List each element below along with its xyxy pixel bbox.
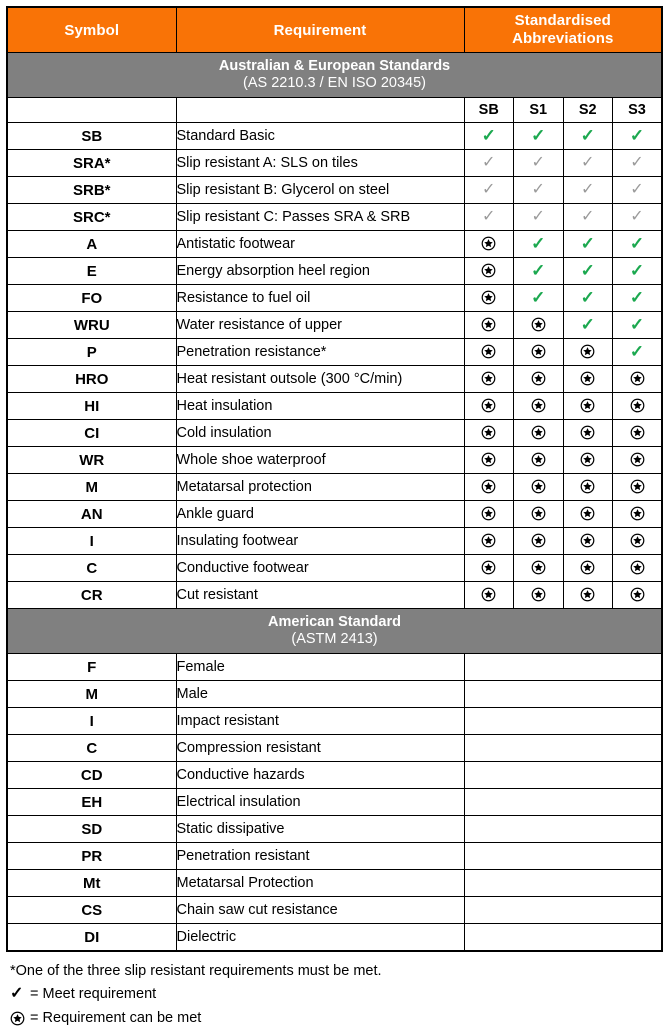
mark-cell-sb bbox=[464, 231, 514, 258]
mark-cell-sb bbox=[464, 258, 514, 285]
row-requirement: Metatarsal Protection bbox=[176, 870, 464, 897]
row-requirement: Insulating footwear bbox=[176, 528, 464, 555]
mark-cell-s3 bbox=[613, 258, 663, 285]
table-row bbox=[7, 366, 662, 393]
check-green-icon: ✓ bbox=[580, 314, 595, 334]
table-row bbox=[7, 231, 662, 258]
mark-cell-empty bbox=[464, 681, 662, 708]
star-circle-icon bbox=[481, 370, 496, 387]
star-circle-icon bbox=[481, 316, 496, 333]
section-banner-2: American Standard (ASTM 2413) bbox=[7, 609, 662, 654]
check-grey-icon: ✓ bbox=[581, 154, 595, 171]
row-requirement: Ankle guard bbox=[176, 501, 464, 528]
star-circle-icon bbox=[531, 343, 546, 360]
table-row bbox=[7, 474, 662, 501]
table-row bbox=[7, 312, 662, 339]
mark-cell-s1 bbox=[514, 177, 564, 204]
mark-cell-s3 bbox=[613, 582, 663, 609]
check-green-icon: ✓ bbox=[580, 233, 595, 253]
star-circle-icon bbox=[630, 370, 645, 387]
check-green-icon: ✓ bbox=[580, 260, 595, 280]
star-circle-icon bbox=[531, 316, 546, 333]
mark-cell-empty bbox=[464, 735, 662, 762]
row-requirement: Penetration resistance* bbox=[176, 339, 464, 366]
mark-cell-s2 bbox=[563, 582, 613, 609]
row-symbol: C bbox=[7, 555, 176, 582]
check-green-icon: ✓ bbox=[629, 260, 645, 280]
mark-cell-sb bbox=[464, 582, 514, 609]
mark-cell-s1 bbox=[514, 447, 564, 474]
star-circle-icon bbox=[531, 505, 546, 522]
table-row bbox=[7, 258, 662, 285]
star-circle-icon bbox=[531, 559, 546, 576]
row-symbol: WR bbox=[7, 447, 176, 474]
table-row bbox=[7, 708, 662, 735]
table-row bbox=[7, 555, 662, 582]
check-grey-icon: ✓ bbox=[581, 208, 595, 225]
star-circle-icon bbox=[630, 559, 645, 576]
mark-cell-s3 bbox=[613, 447, 663, 474]
table-row bbox=[7, 339, 662, 366]
row-symbol: HRO bbox=[7, 366, 176, 393]
mark-cell-s3 bbox=[613, 150, 663, 177]
mark-cell-s2 bbox=[563, 150, 613, 177]
mark-cell-s1 bbox=[514, 528, 564, 555]
mark-cell-empty bbox=[464, 870, 662, 897]
row-symbol: CR bbox=[7, 582, 176, 609]
row-requirement: Female bbox=[176, 654, 464, 681]
row-symbol: WRU bbox=[7, 312, 176, 339]
row-requirement: Antistatic footwear bbox=[176, 231, 464, 258]
star-circle-icon bbox=[481, 235, 496, 252]
star-circle-icon bbox=[580, 478, 595, 495]
mark-cell-sb bbox=[464, 285, 514, 312]
check-green-icon: ✓ bbox=[629, 314, 645, 334]
mark-cell-s1 bbox=[514, 474, 564, 501]
mark-cell-s2 bbox=[563, 474, 613, 501]
mark-cell-s1 bbox=[514, 582, 564, 609]
star-circle-icon bbox=[481, 397, 496, 414]
row-symbol: AN bbox=[7, 501, 176, 528]
mark-cell-s2 bbox=[563, 420, 613, 447]
mark-cell-s2 bbox=[563, 393, 613, 420]
legend-meet-requirement bbox=[10, 983, 661, 1006]
star-circle-icon bbox=[531, 478, 546, 495]
star-circle-icon bbox=[531, 451, 546, 468]
mark-cell-s1 bbox=[514, 555, 564, 582]
row-requirement: Dielectric bbox=[176, 924, 464, 952]
header-standardised-abbreviations: Standardised Abbreviations bbox=[464, 7, 662, 53]
section-banner-row bbox=[7, 609, 662, 654]
mark-cell-s3 bbox=[613, 123, 663, 150]
row-requirement: Static dissipative bbox=[176, 816, 464, 843]
star-circle-icon bbox=[481, 586, 496, 603]
mark-cell-sb bbox=[464, 339, 514, 366]
mark-cell-empty bbox=[464, 816, 662, 843]
mark-cell-s2 bbox=[563, 123, 613, 150]
row-symbol: F bbox=[7, 654, 176, 681]
row-symbol: SD bbox=[7, 816, 176, 843]
row-requirement: Conductive footwear bbox=[176, 555, 464, 582]
star-circle-icon bbox=[481, 532, 496, 549]
mark-cell-s2 bbox=[563, 312, 613, 339]
mark-cell-s1 bbox=[514, 258, 564, 285]
star-circle-icon bbox=[481, 478, 496, 495]
table-row bbox=[7, 393, 662, 420]
mark-cell-empty bbox=[464, 843, 662, 870]
legend-can-be-met-label: = Requirement can be met bbox=[30, 1009, 202, 1026]
mark-cell-s3 bbox=[613, 474, 663, 501]
table-row bbox=[7, 582, 662, 609]
mark-cell-s1 bbox=[514, 204, 564, 231]
row-requirement: Electrical insulation bbox=[176, 789, 464, 816]
star-circle-icon bbox=[531, 424, 546, 441]
mark-cell-s1 bbox=[514, 420, 564, 447]
check-grey-icon: ✓ bbox=[482, 181, 496, 198]
row-symbol: I bbox=[7, 528, 176, 555]
header-requirement: Requirement bbox=[176, 7, 464, 53]
check-green-icon: ✓ bbox=[629, 125, 645, 145]
check-green-icon: ✓ bbox=[531, 287, 546, 307]
row-requirement: Water resistance of upper bbox=[176, 312, 464, 339]
row-symbol: M bbox=[7, 681, 176, 708]
row-requirement: Heat insulation bbox=[176, 393, 464, 420]
check-green-icon: ✓ bbox=[531, 125, 546, 145]
abbreviation-column-s2: S2 bbox=[563, 98, 613, 123]
mark-cell-s3 bbox=[613, 366, 663, 393]
check-grey-icon: ✓ bbox=[630, 154, 644, 171]
row-symbol: C bbox=[7, 735, 176, 762]
row-requirement: Metatarsal protection bbox=[176, 474, 464, 501]
row-requirement: Heat resistant outsole (300 °C/min) bbox=[176, 366, 464, 393]
row-symbol: SRA* bbox=[7, 150, 176, 177]
section-banner-1: Australian & European Standards (AS 2210.3 / EN ISO 20345) bbox=[7, 53, 662, 98]
check-green-icon: ✓ bbox=[580, 125, 595, 145]
mark-cell-s3 bbox=[613, 177, 663, 204]
mark-cell-s1 bbox=[514, 285, 564, 312]
check-green-icon: ✓ bbox=[629, 233, 645, 253]
mark-cell-s2 bbox=[563, 555, 613, 582]
row-requirement: Chain saw cut resistance bbox=[176, 897, 464, 924]
star-circle-icon bbox=[630, 586, 645, 603]
star-circle-icon bbox=[580, 532, 595, 549]
row-symbol: CS bbox=[7, 897, 176, 924]
mark-cell-sb bbox=[464, 501, 514, 528]
check-green-icon: ✓ bbox=[531, 260, 546, 280]
star-circle-icon bbox=[580, 559, 595, 576]
star-circle-icon bbox=[630, 505, 645, 522]
star-circle-icon bbox=[580, 586, 595, 603]
mark-cell-s3 bbox=[613, 528, 663, 555]
abbreviation-column-sb: SB bbox=[464, 98, 514, 123]
row-symbol: SRC* bbox=[7, 204, 176, 231]
mark-cell-empty bbox=[464, 789, 662, 816]
table-row bbox=[7, 204, 662, 231]
mark-cell-s1 bbox=[514, 123, 564, 150]
check-grey-icon: ✓ bbox=[630, 208, 644, 225]
mark-cell-empty bbox=[464, 762, 662, 789]
row-requirement: Cut resistant bbox=[176, 582, 464, 609]
check-grey-icon: ✓ bbox=[482, 154, 496, 171]
row-symbol: M bbox=[7, 474, 176, 501]
table-row bbox=[7, 843, 662, 870]
mark-cell-sb bbox=[464, 528, 514, 555]
spacer-cell-requirement bbox=[176, 98, 464, 123]
row-symbol: CI bbox=[7, 420, 176, 447]
row-requirement: Impact resistant bbox=[176, 708, 464, 735]
check-grey-icon: ✓ bbox=[531, 181, 545, 198]
row-symbol: SB bbox=[7, 123, 176, 150]
mark-cell-s1 bbox=[514, 366, 564, 393]
legend-can-be-met bbox=[10, 1007, 661, 1030]
star-circle-icon bbox=[630, 478, 645, 495]
row-symbol: E bbox=[7, 258, 176, 285]
table-row bbox=[7, 420, 662, 447]
row-requirement: Resistance to fuel oil bbox=[176, 285, 464, 312]
mark-cell-empty bbox=[464, 924, 662, 952]
star-circle-icon bbox=[580, 451, 595, 468]
table-row bbox=[7, 501, 662, 528]
mark-cell-sb bbox=[464, 312, 514, 339]
mark-cell-s3 bbox=[613, 231, 663, 258]
row-symbol: I bbox=[7, 708, 176, 735]
check-green-icon: ✓ bbox=[580, 287, 595, 307]
row-symbol: CD bbox=[7, 762, 176, 789]
mark-cell-s3 bbox=[613, 204, 663, 231]
row-requirement: Conductive hazards bbox=[176, 762, 464, 789]
table-row bbox=[7, 177, 662, 204]
section-banner-row bbox=[7, 53, 662, 98]
mark-cell-s2 bbox=[563, 528, 613, 555]
mark-cell-s1 bbox=[514, 339, 564, 366]
header-symbol: Symbol bbox=[7, 7, 176, 53]
check-grey-icon: ✓ bbox=[630, 181, 644, 198]
table-row bbox=[7, 870, 662, 897]
mark-cell-s2 bbox=[563, 258, 613, 285]
table-row bbox=[7, 654, 662, 681]
table-row bbox=[7, 816, 662, 843]
star-circle-icon bbox=[481, 262, 496, 279]
star-circle-icon bbox=[630, 532, 645, 549]
row-symbol: P bbox=[7, 339, 176, 366]
row-requirement: Slip resistant B: Glycerol on steel bbox=[176, 177, 464, 204]
table-row bbox=[7, 150, 662, 177]
row-symbol: Mt bbox=[7, 870, 176, 897]
check-green-icon: ✓ bbox=[481, 125, 496, 145]
row-requirement: Standard Basic bbox=[176, 123, 464, 150]
table-row bbox=[7, 789, 662, 816]
mark-cell-s3 bbox=[613, 393, 663, 420]
check-grey-icon: ✓ bbox=[531, 154, 545, 171]
row-symbol: FO bbox=[7, 285, 176, 312]
star-circle-icon bbox=[531, 586, 546, 603]
table-row bbox=[7, 681, 662, 708]
row-symbol: HI bbox=[7, 393, 176, 420]
star-circle-icon bbox=[630, 397, 645, 414]
check-grey-icon: ✓ bbox=[581, 181, 595, 198]
star-circle-icon bbox=[630, 451, 645, 468]
row-requirement: Compression resistant bbox=[176, 735, 464, 762]
mark-cell-empty bbox=[464, 708, 662, 735]
star-circle-icon bbox=[630, 424, 645, 441]
mark-cell-s1 bbox=[514, 231, 564, 258]
row-symbol: SRB* bbox=[7, 177, 176, 204]
row-requirement: Energy absorption heel region bbox=[176, 258, 464, 285]
star-circle-icon bbox=[481, 424, 496, 441]
star-circle-icon bbox=[481, 451, 496, 468]
mark-cell-sb bbox=[464, 447, 514, 474]
mark-cell-sb bbox=[464, 123, 514, 150]
check-grey-icon: ✓ bbox=[482, 208, 496, 225]
mark-cell-s2 bbox=[563, 231, 613, 258]
mark-cell-s3 bbox=[613, 285, 663, 312]
mark-cell-empty bbox=[464, 654, 662, 681]
star-circle-icon bbox=[10, 1007, 26, 1030]
star-circle-icon bbox=[531, 397, 546, 414]
abbreviation-column-s1: S1 bbox=[514, 98, 564, 123]
mark-cell-s1 bbox=[514, 312, 564, 339]
abbreviation-header-row bbox=[7, 98, 662, 123]
footnote-asterisk: *One of the three slip resistant requirements must be met. bbox=[10, 963, 382, 979]
footwear-standards-table bbox=[6, 6, 663, 952]
mark-cell-sb bbox=[464, 150, 514, 177]
mark-cell-s3 bbox=[613, 339, 663, 366]
table-row bbox=[7, 285, 662, 312]
check-green-icon: ✓ bbox=[629, 341, 645, 361]
table-row bbox=[7, 123, 662, 150]
mark-cell-empty bbox=[464, 897, 662, 924]
mark-cell-s2 bbox=[563, 447, 613, 474]
mark-cell-s1 bbox=[514, 150, 564, 177]
star-circle-icon bbox=[481, 343, 496, 360]
table-row bbox=[7, 762, 662, 789]
mark-cell-s1 bbox=[514, 393, 564, 420]
star-circle-icon bbox=[481, 505, 496, 522]
mark-cell-s3 bbox=[613, 420, 663, 447]
mark-cell-s2 bbox=[563, 501, 613, 528]
star-circle-icon bbox=[481, 289, 496, 306]
mark-cell-sb bbox=[464, 474, 514, 501]
row-requirement: Slip resistant A: SLS on tiles bbox=[176, 150, 464, 177]
mark-cell-s2 bbox=[563, 204, 613, 231]
check-green-icon: ✓ bbox=[629, 287, 645, 307]
check-icon: ✓ bbox=[10, 985, 24, 1003]
table-row bbox=[7, 735, 662, 762]
star-circle-icon bbox=[580, 397, 595, 414]
mark-cell-s3 bbox=[613, 501, 663, 528]
row-requirement: Penetration resistant bbox=[176, 843, 464, 870]
row-requirement: Male bbox=[176, 681, 464, 708]
star-circle-icon bbox=[580, 370, 595, 387]
mark-cell-sb bbox=[464, 393, 514, 420]
star-circle-icon bbox=[531, 370, 546, 387]
spacer-cell-symbol bbox=[7, 98, 176, 123]
mark-cell-sb bbox=[464, 204, 514, 231]
star-circle-icon bbox=[481, 559, 496, 576]
table-row bbox=[7, 897, 662, 924]
row-symbol: EH bbox=[7, 789, 176, 816]
mark-cell-sb bbox=[464, 420, 514, 447]
row-symbol: PR bbox=[7, 843, 176, 870]
mark-cell-s3 bbox=[613, 555, 663, 582]
row-requirement: Cold insulation bbox=[176, 420, 464, 447]
row-requirement: Slip resistant C: Passes SRA & SRB bbox=[176, 204, 464, 231]
table-row bbox=[7, 924, 662, 952]
mark-cell-s1 bbox=[514, 501, 564, 528]
row-symbol: A bbox=[7, 231, 176, 258]
table-row bbox=[7, 528, 662, 555]
table-row bbox=[7, 447, 662, 474]
row-requirement: Whole shoe waterproof bbox=[176, 447, 464, 474]
mark-cell-s2 bbox=[563, 177, 613, 204]
mark-cell-sb bbox=[464, 555, 514, 582]
mark-cell-s2 bbox=[563, 339, 613, 366]
legend-meet-requirement-label: = Meet requirement bbox=[30, 986, 157, 1003]
check-grey-icon: ✓ bbox=[531, 208, 545, 225]
check-green-icon: ✓ bbox=[531, 233, 546, 253]
mark-cell-s2 bbox=[563, 366, 613, 393]
star-circle-icon bbox=[531, 532, 546, 549]
mark-cell-s2 bbox=[563, 285, 613, 312]
star-circle-icon bbox=[580, 343, 595, 360]
footnotes-legend bbox=[10, 960, 661, 1030]
row-symbol: DI bbox=[7, 924, 176, 952]
mark-cell-sb bbox=[464, 366, 514, 393]
star-circle-icon bbox=[580, 505, 595, 522]
mark-cell-sb bbox=[464, 177, 514, 204]
mark-cell-s3 bbox=[613, 312, 663, 339]
abbreviation-column-s3: S3 bbox=[613, 98, 663, 123]
table-header-row bbox=[7, 7, 662, 53]
star-circle-icon bbox=[580, 424, 595, 441]
